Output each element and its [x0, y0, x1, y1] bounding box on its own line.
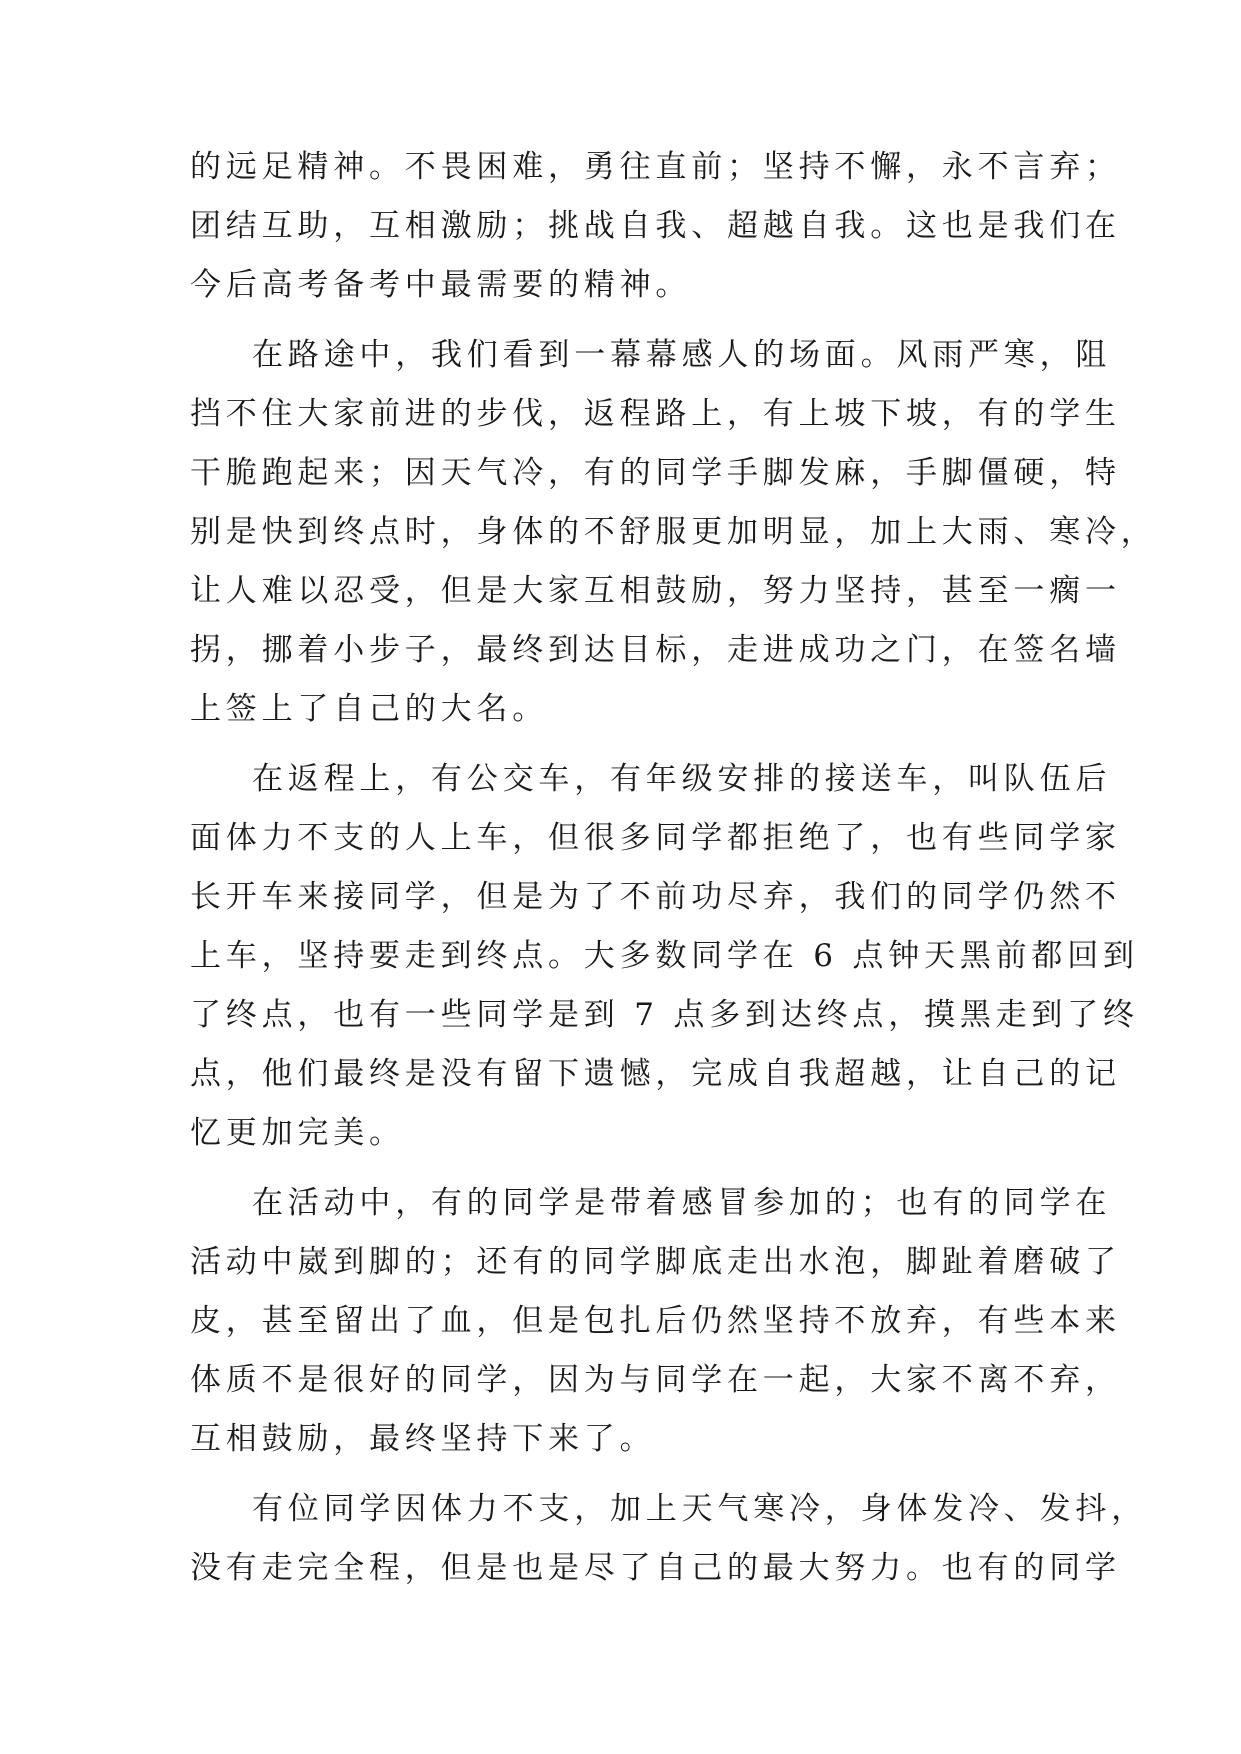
text-line: 面体力不支的人上车，但很多同学都拒绝了，也有些同学家	[190, 820, 1121, 856]
text-line: 忆更加完美。	[190, 1115, 405, 1151]
text-line: 体质不是很好的同学，因为与同学在一起，大家不离不弃，	[190, 1362, 1121, 1398]
text-line: 别是快到终点时，身体的不舒服更加明显，加上大雨、寒冷，	[190, 514, 1157, 550]
paragraph-first-line: 在返程上，有公交车，有年级安排的接送车，叫队伍后	[252, 761, 1112, 797]
text-line: 干脆跑起来；因天气冷，有的同学手脚发麻，手脚僵硬，特	[190, 455, 1121, 491]
text-line: 点，他们最终是没有留下遗憾，完成自我超越，让自己的记	[190, 1056, 1121, 1092]
text-line: 上车，坚持要走到终点。大多数同学在 6 点钟天黑前都回到	[190, 938, 1139, 974]
text-line: 挡不住大家前进的步伐，返程路上，有上坡下坡，有的学生	[190, 396, 1121, 432]
text-line: 让人难以忍受，但是大家互相鼓励，努力坚持，甚至一瘸一	[190, 573, 1121, 609]
text-line: 没有走完全程，但是也是尽了自己的最大努力。也有的同学	[190, 1550, 1121, 1586]
text-line: 的远足精神。不畏困难，勇往直前；坚持不懈，永不言弃；	[190, 149, 1121, 185]
text-line: 互相鼓励，最终坚持下来了。	[190, 1421, 656, 1457]
text-line: 上签上了自己的大名。	[190, 691, 548, 727]
paragraph-first-line: 有位同学因体力不支，加上天气寒冷，身体发冷、发抖，	[252, 1491, 1147, 1527]
text-line: 长开车来接同学，但是为了不前功尽弃，我们的同学仍然不	[190, 879, 1121, 915]
text-line: 今后高考备考中最需要的精神。	[190, 267, 692, 303]
paragraph-first-line: 在活动中，有的同学是带着感冒参加的；也有的同学在	[252, 1185, 1112, 1221]
text-line: 活动中崴到脚的；还有的同学脚底走出水泡，脚趾着磨破了	[190, 1244, 1121, 1280]
text-line: 了终点，也有一些同学是到 7 点多到达终点，摸黑走到了终	[190, 997, 1139, 1033]
text-line: 团结互助，互相激励；挑战自我、超越自我。这也是我们在	[190, 208, 1121, 244]
text-line: 拐，挪着小步子，最终到达目标，走进成功之门，在签名墙	[190, 632, 1121, 668]
paragraph-first-line: 在路途中，我们看到一幕幕感人的场面。风雨严寒，阻	[252, 337, 1112, 373]
text-line: 皮，甚至留出了血，但是包扎后仍然坚持不放弃，有些本来	[190, 1303, 1121, 1339]
